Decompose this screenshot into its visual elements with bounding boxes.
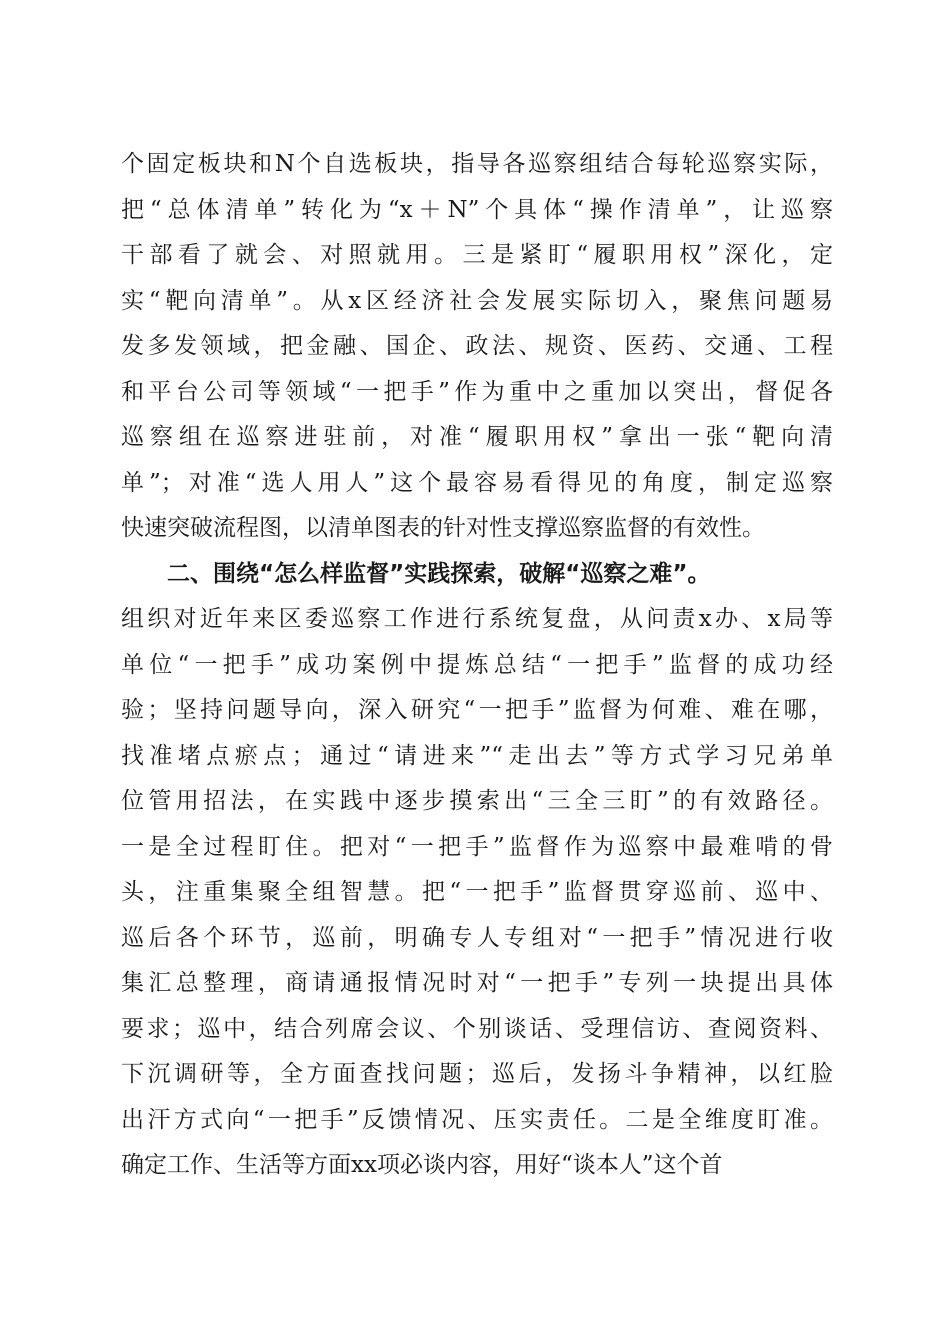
text-line-17: 巡后各个环节，巡前，明确专人专组对“一把手”情况进行收 [121,924,833,951]
text-line-2: 把“总体清单”转化为“x＋N”个具体“操作清单”，让巡察 [121,196,833,223]
text-line-13: 找准堵点瘀点；通过“请进来”“走出去”等方式学习兄弟单 [121,742,833,769]
body-text [121,142,833,1189]
text-line-14: 位管用招法，在实践中逐步摸索出“三全三盯”的有效路径。 [121,788,833,814]
text-line-19: 要求；巡中，结合列席会议、个别谈话、受理信访、查阅资料、 [121,1015,833,1042]
text-line-10: 组织对近年来区委巡察工作进行系统复盘，从问责x办、x局等 [121,606,833,632]
text-line-1: 个固定板块和N个自选板块，指导各巡察组结合每轮巡察实际， [121,151,833,177]
text-line-7: 巡察组在巡察进驻前，对准“履职用权”拿出一张“靶向清 [121,424,833,450]
section-heading: 二、围绕“怎么样监督”实践探索，破解“巡察之难”。 [167,560,711,587]
text-line-6: 和平台公司等领域“一把手”作为重中之重加以突出，督促各 [121,378,833,405]
text-line-9: 快速突破流程图，以清单图表的针对性支撑巡察监督的有效性。 [121,515,765,541]
text-line-15: 一是全过程盯住。把对“一把手”监督作为巡察中最难啃的骨 [121,833,833,860]
text-line-11: 单位“一把手”成功案例中提炼总结“一把手”监督的成功经 [121,651,833,678]
text-line-3: 干部看了就会、对照就用。三是紧盯“履职用权”深化，定 [121,242,833,268]
text-line-4: 实“靶向清单”。从x区经济社会发展实际切入，聚焦问题易 [121,287,833,314]
text-line-18: 集汇总整理，商请通报情况时对“一把手”专列一块提出具体 [121,970,833,996]
text-line-21: 出汗方式向“一把手”反馈情况、压实责任。二是全维度盯准。 [121,1106,833,1133]
text-line-12: 验；坚持问题导向，深入研究“一把手”监督为何难、难在哪， [121,697,833,723]
text-line-16: 头，注重集聚全组智慧。把“一把手”监督贯穿巡前、巡中、 [121,879,833,905]
text-line-5: 发多发领域，把金融、国企、政法、规资、医药、交通、工程 [121,333,833,359]
text-line-8: 单”；对准“选人用人”这个最容易看得见的角度，制定巡察 [121,469,833,496]
text-line-22: 确定工作、生活等方面xx项必谈内容，用好“谈本人”这个首 [121,1152,723,1178]
text-line-20: 下沉调研等，全方面查找问题；巡后，发扬斗争精神，以红脸 [121,1061,833,1087]
